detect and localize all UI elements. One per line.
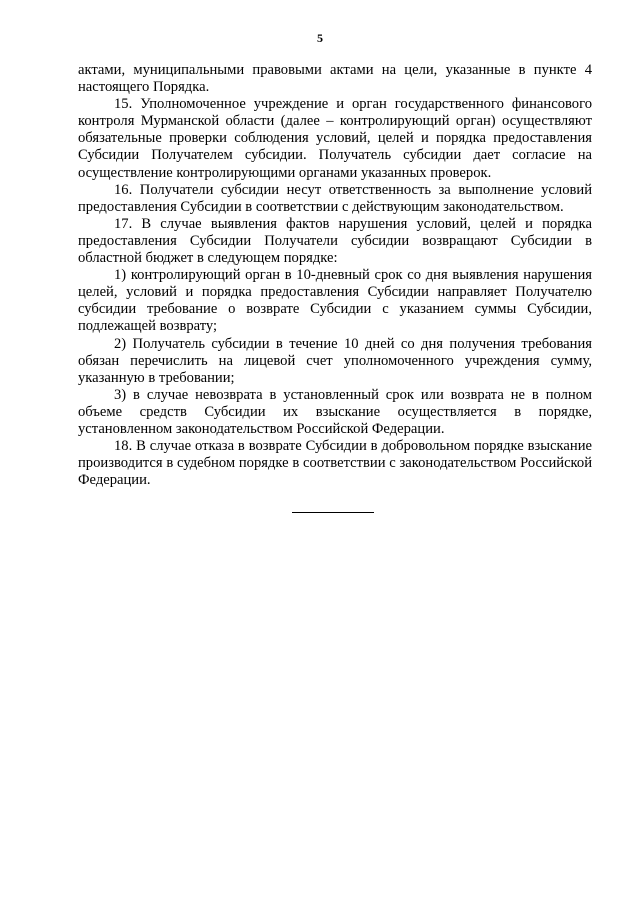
paragraph-17-item-1: 1) контролирующий орган в 10-дневный срок со дня выявления нарушения целей, условий и порядка предоставления Субсидии направляет Получателю субсидии требование о возврате Субсидии с указанием суммы Субсидии, подлежащей возврату; (78, 267, 592, 335)
paragraph-17-item-2: 2) Получатель субсидии в течение 10 дней со дня получения требования обязан перечислить на лицевой счет уполномоченного учреждения сумму, указанную в требовании; (78, 335, 592, 386)
paragraph-17-item-3: 3) в случае невозврата в установленный срок или возврата не в полном объеме средств Субсидии их взыскание осуществляется в порядке, установленном законодательством Российской Федерации. (78, 386, 592, 437)
paragraph-18: 18. В случае отказа в возврате Субсидии в добровольном порядке взыскание производится в судебном порядке в соответствии с законодательством Российской Федерации. (78, 438, 592, 489)
paragraph-17: 17. В случае выявления фактов нарушения условий, целей и порядка предоставления Субсидии Получатели субсидии возвращают Субсидии в областной бюджет в следующем порядке: (78, 215, 592, 267)
end-of-document-rule (292, 512, 374, 513)
paragraph-continuation: актами, муниципальными правовыми актами на цели, указанные в пункте 4 настоящего Порядка. (78, 62, 592, 96)
document-body (78, 62, 592, 489)
page-number: 5 (317, 31, 323, 45)
paragraph-16: 16. Получатели субсидии несут ответственность за выполнение условий предоставления Субсидии в соответствии с действующим законодательством. (78, 181, 592, 215)
paragraph-15: 15. Уполномоченное учреждение и орган государственного финансового контроля Мурманской области (далее – контролирующий орган) осуществляют обязательные проверки соблюдения условий, целей и порядка предоставления Субсидии Получателем субсидии. Получатель субсидии дает согласие на осуществление контролирующими органами указанных проверок. (78, 96, 592, 181)
